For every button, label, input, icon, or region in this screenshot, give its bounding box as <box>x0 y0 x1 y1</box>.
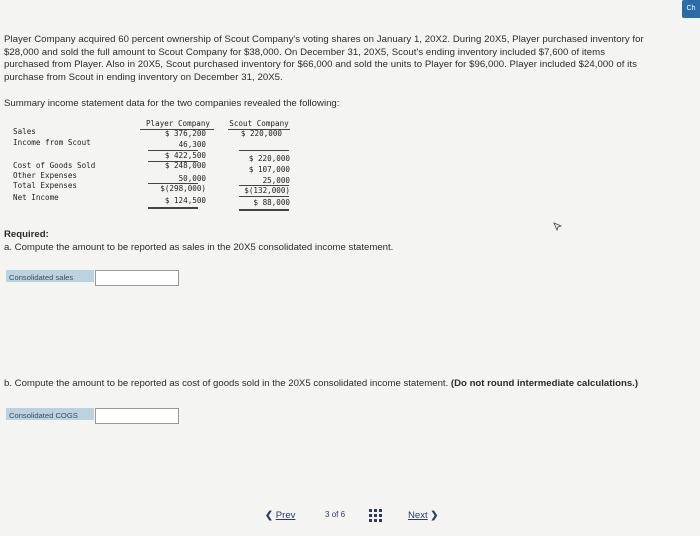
cell-scout: $ 220,000 <box>240 129 282 138</box>
page-indicator <box>325 510 345 519</box>
sum-rule <box>239 150 289 151</box>
check-button[interactable]: Ch <box>682 0 700 18</box>
cell-scout: $(132,000) <box>244 186 290 195</box>
cell-player: 46,300 <box>178 140 206 149</box>
income-statement-table <box>0 119 300 214</box>
page-of: of <box>331 510 339 519</box>
cell-player: $(298,000) <box>160 184 206 193</box>
prev-button[interactable] <box>265 510 295 521</box>
part-b-question: b. Compute the amount to be reported as cost of goods sold in the 20X5 consolidated income statement. <box>4 378 449 389</box>
row-label: Other Expenses <box>13 171 78 180</box>
cell-player: $ 248,000 <box>164 161 206 170</box>
cursor-icon <box>553 222 563 232</box>
part-b-text <box>4 378 644 390</box>
header-scout: Scout Company <box>229 119 289 128</box>
double-rule <box>148 207 198 209</box>
page-total: 6 <box>340 510 346 519</box>
question-grid-icon[interactable] <box>369 509 382 522</box>
cell-player: $ 422,500 <box>164 151 206 160</box>
row-label: Cost of Goods Sold <box>13 161 96 170</box>
chevron-left-icon: ❮ <box>265 510 274 521</box>
cell-scout: $ 88,000 <box>253 198 290 207</box>
cell-scout: 25,000 <box>262 176 290 185</box>
summary-intro: Summary income statement data for the two companies revealed the following: <box>4 98 340 109</box>
chevron-right-icon: ❯ <box>430 510 439 521</box>
double-rule <box>239 209 289 211</box>
row-label: Total Expenses <box>13 181 78 190</box>
part-a-text: a. Compute the amount to be reported as sales in the 20X5 consolidated income statement. <box>4 242 394 253</box>
consolidated-sales-label: Consolidated sales <box>6 270 94 282</box>
cell-player: 50,000 <box>178 174 206 183</box>
next-label: Next <box>408 510 428 521</box>
row-label: Income from Scout <box>13 138 91 147</box>
problem-text: Player Company acquired 60 percent ownership of Scout Company's voting shares on January 1, 20X2. During 20X5, Player purchased inventory for $28,000 and sold the full amount to Scout Company for $38,000. On December 31, 20X5, Scout's ending inventory included $7,600 of items purchased from Player. Also in 20X5, Scout purchased inventory for $66,000 and sold the units to Player for $96,000. Player included $24,000 of its purchase from Scout in ending inventory on December 31, 20X5. <box>4 34 644 83</box>
sum-rule <box>239 196 289 197</box>
cell-scout: $ 107,000 <box>248 165 290 174</box>
cell-scout: $ 220,000 <box>248 154 290 163</box>
page-current: 3 <box>325 510 330 519</box>
row-label: Net Income <box>13 193 59 202</box>
consolidated-sales-input[interactable] <box>95 270 179 286</box>
row-label: Sales <box>13 127 36 136</box>
prev-label: Prev <box>275 510 296 521</box>
required-heading: Required: <box>4 229 49 240</box>
next-button[interactable] <box>408 510 438 521</box>
cell-player: $ 124,500 <box>164 196 206 205</box>
consolidated-cogs-label: Consolidated COGS <box>6 408 94 420</box>
cell-player: $ 376,200 <box>164 129 206 138</box>
part-b-instruction: (Do not round intermediate calculations.) <box>450 378 639 389</box>
consolidated-cogs-input[interactable] <box>95 408 179 424</box>
header-player: Player Company <box>145 119 210 128</box>
